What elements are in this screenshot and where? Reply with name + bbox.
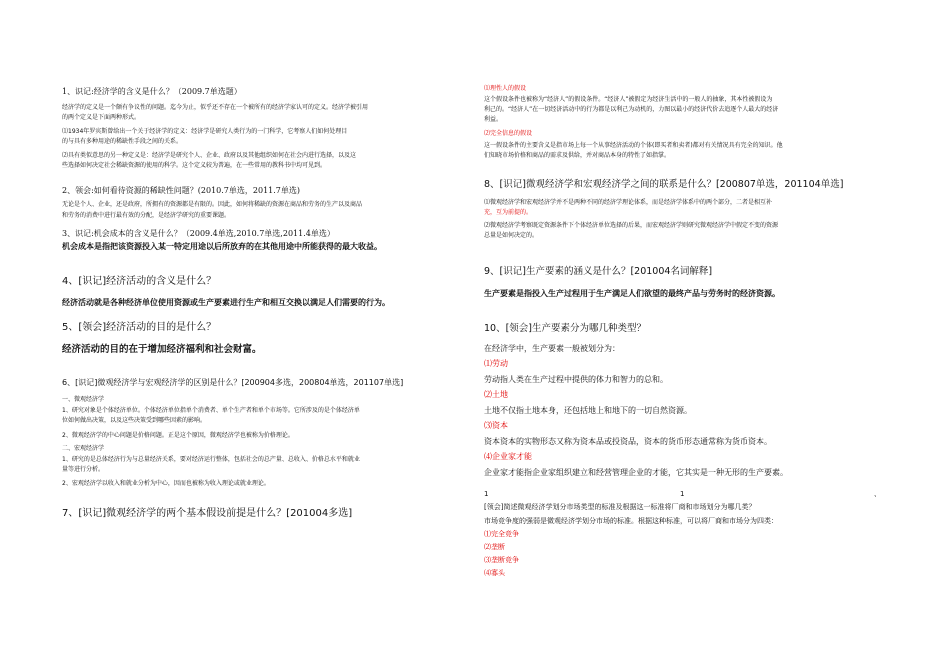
market-type-4: ⑷寡头: [484, 569, 505, 577]
assumption-2-title: ⑵完全信息的假设: [484, 130, 533, 137]
q6-line-2: 1、研究对象是个体经济单位。个体经济单位指单个消费者、单个生产者和单个市场等。它所涉及的是个体经济单: [62, 407, 360, 414]
q8-line-4: 总量是如何决定的。: [484, 232, 539, 239]
q8-line-3: ⑵微观经济学考察既定资源条件下个体经济单位选择的后果，而宏观经济学则研究微观经济学中假定不变的资源: [484, 222, 779, 229]
q2-line-2: 和劳务的消费中进行最有效的分配，是经济学研究的重要课题。: [62, 212, 231, 219]
q2-line-1: 无论是个人、企业，还是政府，所拥有的资源都是有限的。因此，如何将稀缺的资源在商品和劳务的生产以及商品: [62, 201, 363, 208]
q9-heading: 9、[识记]生产要素的涵义是什么？[201004名词解释]: [484, 266, 713, 277]
q10-heading: 10、[领会]生产要素分为哪几种类型？: [484, 323, 647, 334]
market-type-3: ⑶垄断竞争: [484, 556, 519, 564]
q6-line-4: 2、微观经济学的中心问题是价格问题。正是这个原因，微观经济学也被称为价格理论。: [62, 432, 294, 439]
factor-capital-desc: 资本资本的实物形态又称为资本品或投资品，资本的货币形态通常称为货币资本。: [484, 437, 772, 446]
q6-line-3: 位如何做出决策，以及这些决策受到哪些因素的影响。: [62, 417, 207, 424]
factor-entrepreneur-title: ⑷企业家才能: [484, 452, 532, 461]
market-type-2: ⑵垄断: [484, 543, 505, 551]
q9-body: 生产要素是指投入生产过程用于生产满足人们欲望的最终产品与劳务时的经济资源。: [484, 289, 780, 298]
assumption-2-line-2: 们知晓市场价格和商品的需求及供给，并对商品本身的特性了如指掌。: [484, 152, 671, 159]
q1-line-2: 的两个定义是下面两种形式。: [62, 114, 141, 121]
factor-capital-title: ⑶资本: [484, 421, 508, 430]
assumption-1-line-1: 这个假设条件也被称为“经济人”的假设条件。“经济人”被假定为经济生活中的一般人的抽象，其本性被假设为: [484, 96, 773, 103]
q7-heading: 7、[识记]微观经济学的两个基本假设前提是什么？[201004多选]: [62, 508, 353, 519]
q11-intro: 市场竞争度的强弱是微观经济学划分市场的标准。根据这种标准，可以将厂商和市场分为四类：: [484, 517, 778, 525]
q1-line-1: 经济学的定义是一个颇有争议性的问题。迄今为止，似乎还不存在一个被所有的经济学家认可的定义。经济学被引用: [62, 104, 369, 111]
factor-entrepreneur-desc: 企业家才能指企业家组织建立和经营管理企业的才能，它其实是一种无形的生产要素。: [484, 468, 788, 477]
stray-mark-3: 、: [874, 490, 881, 498]
market-type-1: ⑴完全竞争: [484, 530, 519, 538]
q8-heading: 8、[识记]微观经济学和宏观经济学之间的联系是什么？[200807单选，201104单选]: [484, 179, 844, 190]
q2-heading: 2、领会:如何看待资源的稀缺性问题？(2010.7单选，2011.7单选): [62, 186, 301, 195]
factor-land-title: ⑵土地: [484, 390, 508, 399]
factor-land-desc: 土地不仅指土地本身，还包括地上和地下的一切自然资源。: [484, 406, 692, 415]
q1-line-3: ⑴1934年罗宾斯曾给出一个关于经济学的定义：经济学是研究人类行为的一门科学，它考察人们如何处理目: [62, 128, 348, 135]
q11-heading: [领会]简述微观经济学划分市场类型的标准及根据这一标准将厂商和市场划分为哪几类？: [484, 503, 756, 511]
q6-line-8: 2、宏观经济学以收入和就业分析为中心，因而也被称为收入理论或就业理论。: [62, 480, 270, 487]
q5-body: 经济活动的目的在于增加经济福利和社会财富。: [62, 344, 262, 355]
q1-line-6: 些选择如何决定社会稀缺资源的使用的科学。这个定义较为普遍，在一些常用的教科书中均可见到。: [62, 162, 327, 169]
q1-line-5: ⑵具有类似意思的另一种定义是：经济学是研究个人、企业、政府以及其他组织如何在社会内进行选择，以及这: [62, 152, 357, 159]
q6-line-5: 二、宏观经济学: [62, 445, 105, 452]
q6-line-6: 1、研究的是总体经济行为与总量经济关系，要对经济运行整体，包括社会的总产量、总收入、价格总水平和就业: [62, 456, 360, 463]
assumption-1-line-2: 利己的。“经济人”在一切经济活动中的行为都是以利己为动机的，力图以最小的经济代价去追逐个人最大的经济: [484, 106, 779, 113]
q6-line-7: 量等进行分析。: [62, 466, 105, 473]
assumption-1-title: ⑴理性人的假设: [484, 85, 527, 92]
q3-heading: 3、识记:机会成本的含义是什么？（2009.4单选,2010.7单选,2011.4单选）: [62, 229, 335, 238]
q8-line-2: 充，互为前提的。: [484, 209, 533, 216]
assumption-1-line-3: 利益。: [484, 116, 503, 123]
q8-line-1: ⑴微观经济学和宏观经济学并不是两种不同的经济学理论体系，而是经济学体系中的两个部分，二者是相互补: [484, 199, 773, 206]
q3-body: 机会成本是指把该资源投入某一特定用途以后所放弃的在其他用途中所能获得的最大收益。: [62, 242, 382, 251]
stray-mark-2: 1: [680, 490, 685, 498]
q4-heading: 4、[识记]经济活动的含义是什么？: [62, 276, 217, 287]
factor-labor-title: ⑴劳动: [484, 359, 508, 368]
q10-intro: 在经济学中，生产要素一般被划分为：: [484, 344, 620, 353]
q5-heading: 5、[领会]经济活动的目的是什么？: [62, 322, 217, 333]
q4-body: 经济活动就是各种经济单位使用资源或生产要素进行生产和相互交换以满足人们需要的行为。: [62, 298, 390, 307]
q6-line-1: 一、微观经济学: [62, 396, 105, 403]
q1-heading: 1、识记:经济学的含义是什么？（2009.7单选题）: [62, 87, 242, 96]
q1-line-4: 的与具有多种用途的稀缺性手段之间的关系。: [62, 138, 183, 145]
assumption-2-line-1: 这一假设条件的主要含义是指市场上每一个从事经济活动的个体(即买者和卖者)都对有关情况具有完全的知识。他: [484, 142, 783, 149]
q6-heading: 6、[识记]微观经济学与宏观经济学的区别是什么？[200904多选，200804单选，201107单选]: [62, 378, 404, 387]
factor-labor-desc: 劳动指人类在生产过程中提供的体力和智力的总和。: [484, 375, 668, 384]
stray-mark-1: 1: [484, 490, 489, 498]
